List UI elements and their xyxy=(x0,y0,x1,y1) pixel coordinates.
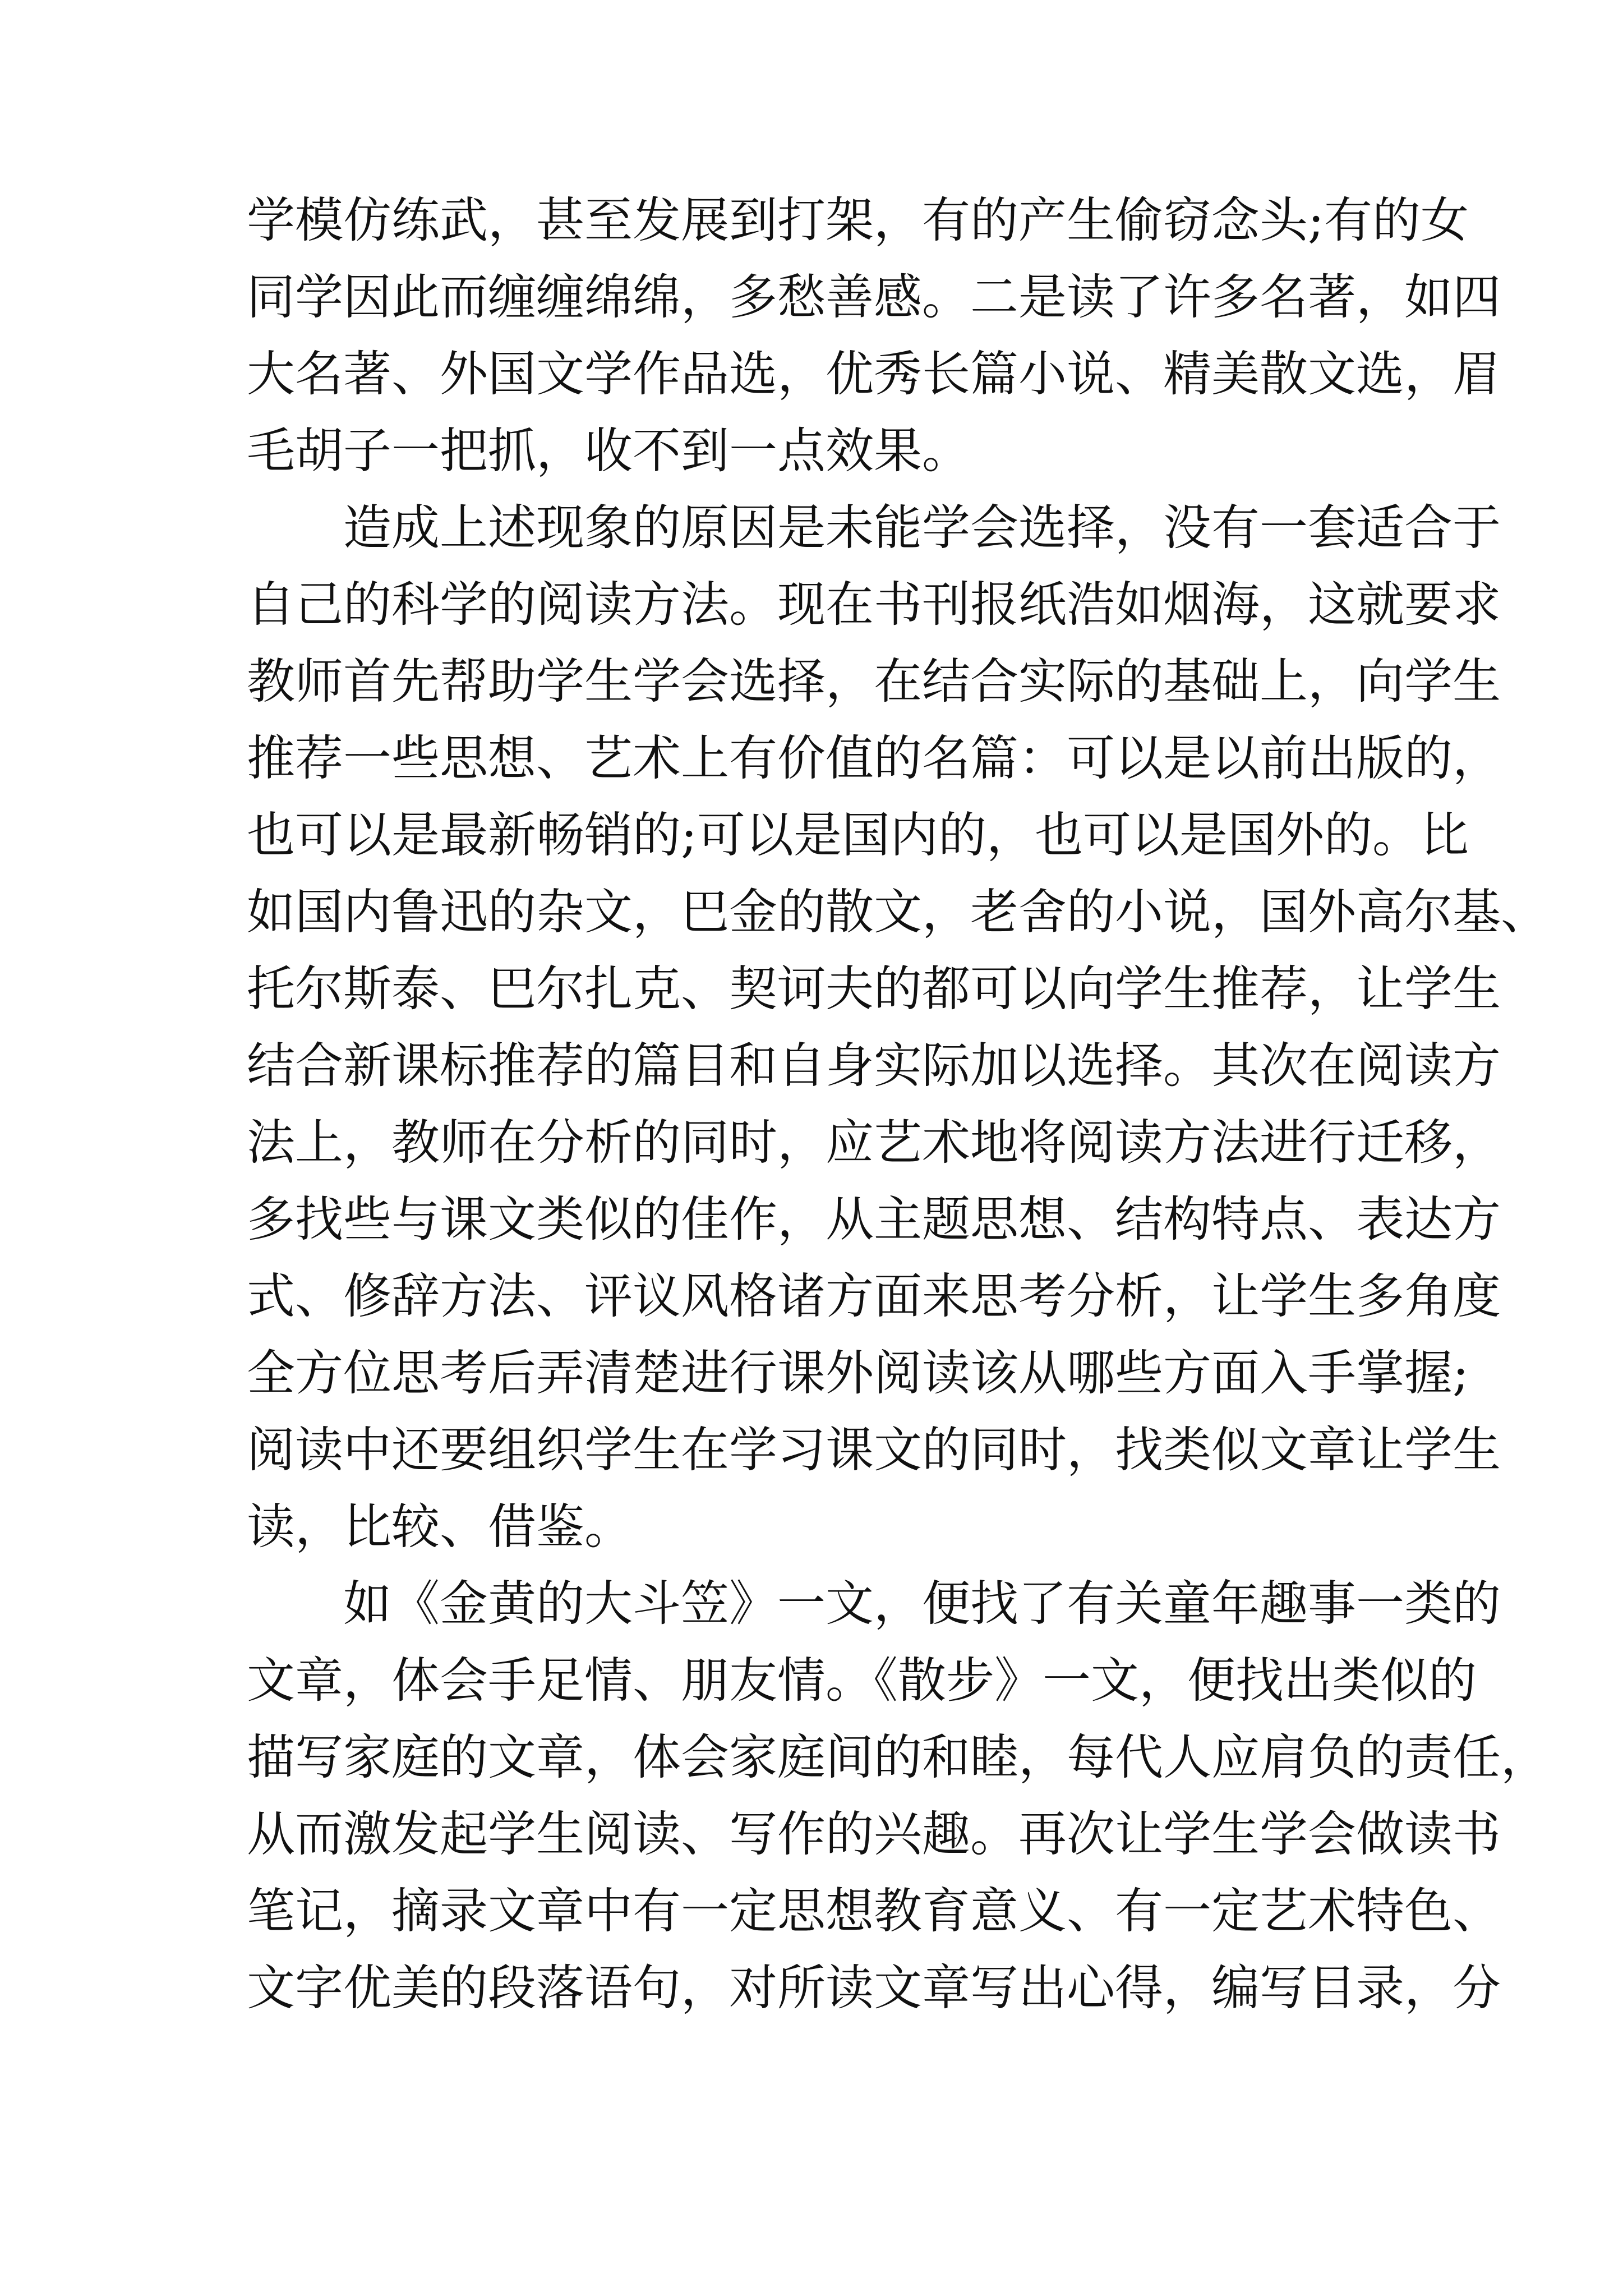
text-line: 文字优美的段落语句，对所读文章写出心得，编写目录，分 xyxy=(247,1960,1501,2016)
text-line: 推荐一些思想、艺术上有价值的名篇：可以是以前出版的， xyxy=(247,730,1501,786)
text-line: 造成上述现象的原因是未能学会选择，没有一套适合于 xyxy=(343,500,1501,556)
text-line: 同学因此而缠缠绵绵，多愁善感。二是读了许多名著，如四 xyxy=(247,269,1501,325)
text-line: 阅读中还要组织学生在学习课文的同时，找类似文章让学生 xyxy=(247,1422,1501,1478)
paragraph-1 xyxy=(247,182,1501,490)
text-line: 结合新课标推荐的篇目和自身实际加以选择。其次在阅读方 xyxy=(247,1038,1501,1094)
text-line: 笔记，摘录文章中有一定思想教育意义、有一定艺术特色、 xyxy=(247,1883,1501,1939)
text-line: 学模仿练武，甚至发展到打架，有的产生偷窃念头;有的女 xyxy=(247,192,1469,249)
text-line: 描写家庭的文章，体会家庭间的和睦，每代人应肩负的责任， xyxy=(247,1729,1549,1786)
text-line: 从而激发起学生阅读、写作的兴趣。再次让学生学会做读书 xyxy=(247,1806,1501,1862)
text-line: 托尔斯泰、巴尔扎克、契诃夫的都可以向学生推荐，让学生 xyxy=(247,961,1501,1017)
paragraph-2 xyxy=(247,490,1549,1566)
paragraph-3 xyxy=(247,1566,1549,2027)
text-line: 全方位思考后弄清楚进行课外阅读该从哪些方面入手掌握; xyxy=(247,1345,1469,1401)
text-line: 读，比较、借鉴。 xyxy=(247,1499,633,1555)
body-text xyxy=(247,182,1549,2027)
text-line: 法上，教师在分析的同时，应艺术地将阅读方法进行迁移， xyxy=(247,1115,1501,1171)
text-line: 毛胡子一把抓，收不到一点效果。 xyxy=(247,423,970,479)
text-line: 如《金黄的大斗笠》一文，便找了有关童年趣事一类的 xyxy=(343,1576,1501,1632)
text-line: 文章，体会手足情、朋友情。《散步》一文，便找出类似的 xyxy=(247,1653,1477,1709)
text-line: 也可以是最新畅销的;可以是国内的，也可以是国外的。比 xyxy=(247,807,1469,863)
text-line: 式、修辞方法、评议风格诸方面来思考分析，让学生多角度 xyxy=(247,1268,1501,1324)
text-line: 大名著、外国文学作品选，优秀长篇小说、精美散文选，眉 xyxy=(247,346,1501,402)
text-line: 教师首先帮助学生学会选择，在结合实际的基础上，向学生 xyxy=(247,654,1501,710)
text-line: 如国内鲁迅的杂文，巴金的散文，老舍的小说，国外高尔基、 xyxy=(247,884,1549,940)
text-line: 多找些与课文类似的佳作，从主题思想、结构特点、表达方 xyxy=(247,1191,1501,1248)
text-line: 自己的科学的阅读方法。现在书刊报纸浩如烟海，这就要求 xyxy=(247,577,1501,633)
